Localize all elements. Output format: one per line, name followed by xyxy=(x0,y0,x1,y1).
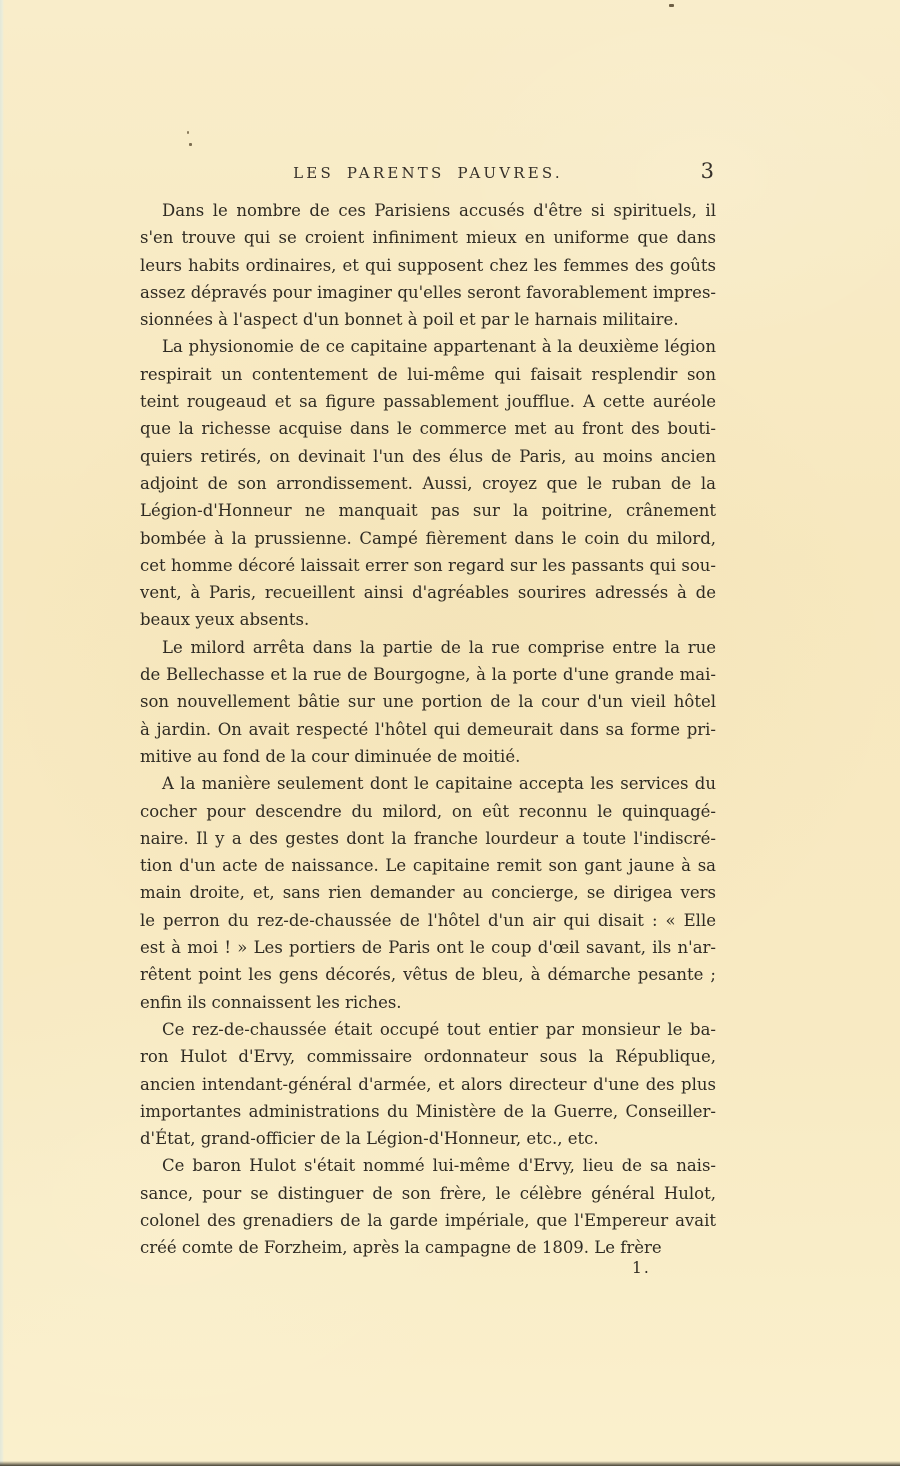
text-line: de Bellechasse et la rue de Bourgogne, à la porte d'une grande mai- xyxy=(140,665,716,685)
text-line: d'État, grand-officier de la Légion-d'Honneur, etc., etc. xyxy=(140,1129,599,1149)
text-line: tion d'un acte de naissance. Le capitaine remit son gant jaune à sa xyxy=(140,856,716,876)
text-line: à jardin. On avait respecté l'hôtel qui demeurait dans sa forme pri- xyxy=(140,719,716,739)
page-header xyxy=(140,160,716,186)
text-line: main droite, et, sans rien demander au concierge, se dirigea vers xyxy=(140,883,716,903)
text-line: s'en trouve qui se croient infiniment mieux en uniforme que dans xyxy=(140,228,716,248)
text-line: Ce rez-de-chaussée était occupé tout entier par monsieur le ba- xyxy=(162,1019,716,1039)
text-line: sance, pour se distinguer de son frère, le célèbre général Hulot, xyxy=(140,1183,716,1203)
scan-speck xyxy=(187,131,189,134)
text-line: teint rougeaud et sa figure passablement joufflue. A cette auréole xyxy=(140,392,716,412)
text-line: ancien intendant-général d'armée, et alors directeur d'une des plus xyxy=(140,1074,716,1094)
text-line: bombée à la prussienne. Campé fièrement dans le coin du milord, xyxy=(140,528,716,548)
paragraph xyxy=(140,333,716,633)
text-line: mitive au fond de la cour diminuée de moitié. xyxy=(140,746,521,766)
scan-speck xyxy=(669,4,674,7)
text-line: ron Hulot d'Ervy, commissaire ordonnateur sous la République, xyxy=(140,1047,716,1067)
text-line: créé comte de Forzheim, après la campagne de 1809. Le frère xyxy=(140,1238,662,1258)
text-line: A la manière seulement dont le capitaine accepta les services du xyxy=(162,774,716,794)
text-line: vent, à Paris, recueillent ainsi d'agréables sourires adressés à de xyxy=(140,583,716,603)
text-line: que la richesse acquise dans le commerce met au front des bouti- xyxy=(140,419,716,439)
text-block xyxy=(140,160,716,1282)
text-line: le perron du rez-de-chaussée de l'hôtel d'un air qui disait : « Elle xyxy=(140,910,716,930)
text-line: son nouvellement bâtie sur une portion de la cour d'un vieil hôtel xyxy=(140,692,716,712)
text-line: adjoint de son arrondissement. Aussi, croyez que le ruban de la xyxy=(140,473,716,493)
page-number: 3 xyxy=(700,159,714,183)
running-title: LES PARENTS PAUVRES. xyxy=(293,164,563,182)
scan-edge-bottom xyxy=(0,1461,900,1466)
paragraph xyxy=(140,770,716,1016)
signature-mark: 1. xyxy=(632,1258,651,1277)
text-line: rêtent point les gens décorés, vêtus de bleu, à démarche pesante ; xyxy=(140,965,716,985)
text-line: Le milord arrêta dans la partie de la rue comprise entre la rue xyxy=(162,637,716,657)
paragraph xyxy=(140,1152,716,1261)
text-line: assez dépravés pour imaginer qu'elles seront favorablement impres- xyxy=(140,282,716,302)
scan-speck xyxy=(189,143,192,146)
paragraphs-container xyxy=(140,197,716,1262)
text-line: importantes administrations du Ministère de la Guerre, Conseiller- xyxy=(140,1101,716,1121)
text-line: colonel des grenadiers de la garde impériale, que l'Empereur avait xyxy=(140,1210,716,1230)
text-line: leurs habits ordinaires, et qui supposent chez les femmes des goûts xyxy=(140,255,716,275)
text-line: La physionomie de ce capitaine appartenant à la deuxième légion xyxy=(162,337,716,357)
text-line: respirait un contentement de lui-même qui faisait resplendir son xyxy=(140,364,716,384)
text-line: sionnées à l'aspect d'un bonnet à poil et par le harnais militaire. xyxy=(140,310,679,330)
text-line: cocher pour descendre du milord, on eût reconnu le quinquagé- xyxy=(140,801,716,821)
text-line: Dans le nombre de ces Parisiens accusés d'être si spirituels, il xyxy=(162,201,716,220)
text-line: beaux yeux absents. xyxy=(140,610,310,630)
paragraph xyxy=(140,634,716,770)
paragraph xyxy=(140,197,716,333)
text-line: Légion-d'Honneur ne manquait pas sur la poitrine, crânement xyxy=(140,501,716,521)
text-line: naire. Il y a des gestes dont la franche lourdeur a toute l'indiscré- xyxy=(140,828,716,848)
text-line: enfin ils connaissent les riches. xyxy=(140,992,402,1012)
text-line: cet homme décoré laissait errer son regard sur les passants qui sou- xyxy=(140,555,716,575)
paragraph xyxy=(140,1016,716,1152)
scan-edge-left xyxy=(0,0,4,1466)
text-line: est à moi ! » Les portiers de Paris ont le coup d'œil savant, ils n'ar- xyxy=(140,938,716,958)
text-line: quiers retirés, on devinait l'un des élus de Paris, au moins ancien xyxy=(140,446,716,466)
text-line: Ce baron Hulot s'était nommé lui-même d'Ervy, lieu de sa nais- xyxy=(162,1156,716,1176)
